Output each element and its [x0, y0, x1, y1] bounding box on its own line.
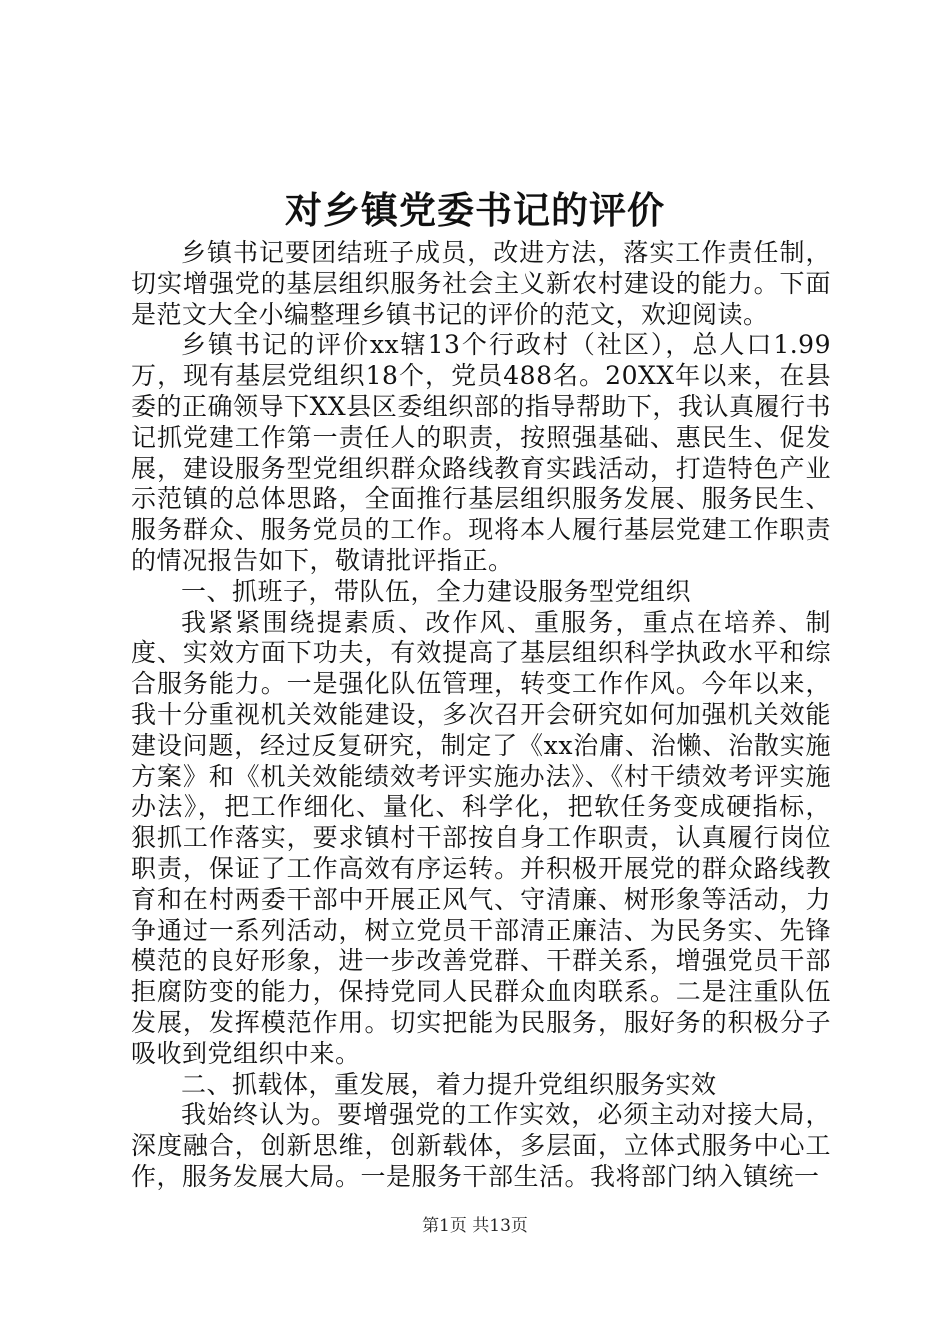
page-number-footer: 第1页 共13页: [422, 1216, 528, 1236]
section-2-paragraph: 我始终认为。要增强党的工作实效，必须主动对接大局，深度融合，创新思维，创新载体，多层面，立体式服务中心工作，服务发展大局。一是服务干部生活。我将部门纳入镇统一: [131, 1100, 831, 1191]
section-1-paragraph: 我紧紧围绕提素质、改作风、重服务，重点在培养、制度、实效方面下功夫，有效提高了基层组织科学执政水平和综合服务能力。一是强化队伍管理，转变工作作风。今年以来，我十分重视机关效能建设，多次召开会研究如何加强机关效能建设问题，经过反复研究，制定了《xx治庸、治懒、治散实施方案》和《机关效能绩效考评实施办法》、《村干绩效考评实施办法》，把工作细化、量化、科学化，把软任务变成硬指标，狠抓工作落实，要求镇村干部按自身工作职责，认真履行岗位职责，保证了工作高效有序运转。并积极开展党的群众路线教育和在村两委干部中开展正风气、守清廉、树形象等活动，力争通过一系列活动，树立党员干部清正廉洁、为民务实、先锋模范的良好形象，进一步改善党群、干群关系，增强党员干部拒腐防变的能力，保持党同人民群众血肉联系。二是注重队伍发展，发挥模范作用。切实把能为民服务，服好务的积极分子吸收到党组织中来。: [131, 607, 831, 1068]
document-body: [131, 238, 831, 1193]
intro-paragraph: 乡镇书记要团结班子成员，改进方法，落实工作责任制，切实增强党的基层组织服务社会主义新农村建设的能力。下面是范文大全小编整理乡镇书记的评价的范文，欢迎阅读。: [131, 238, 831, 329]
document-title: 对乡镇党委书记的评价: [285, 188, 665, 232]
section-heading-2: 二、抓载体，重发展，着力提升党组织服务实效: [181, 1069, 717, 1099]
section-heading-1: 一、抓班子，带队伍，全力建设服务型党组织: [181, 576, 692, 606]
overview-paragraph: 乡镇书记的评价xx辖13个行政村（社区），总人口1.99万，现有基层党组织18个，党员488名。20XX年以来，在县委的正确领导下XX县区委组织部的指导帮助下，我认真履行书记抓党建工作第一责任人的职责，按照强基础、惠民生、促发展，建设服务型党组织群众路线教育实践活动，打造特色产业示范镇的总体思路，全面推行基层组织服务发展、服务民生、服务群众、服务党员的工作。现将本人履行基层党建工作职责的情况报告如下，敬请批评指正。: [131, 330, 831, 575]
